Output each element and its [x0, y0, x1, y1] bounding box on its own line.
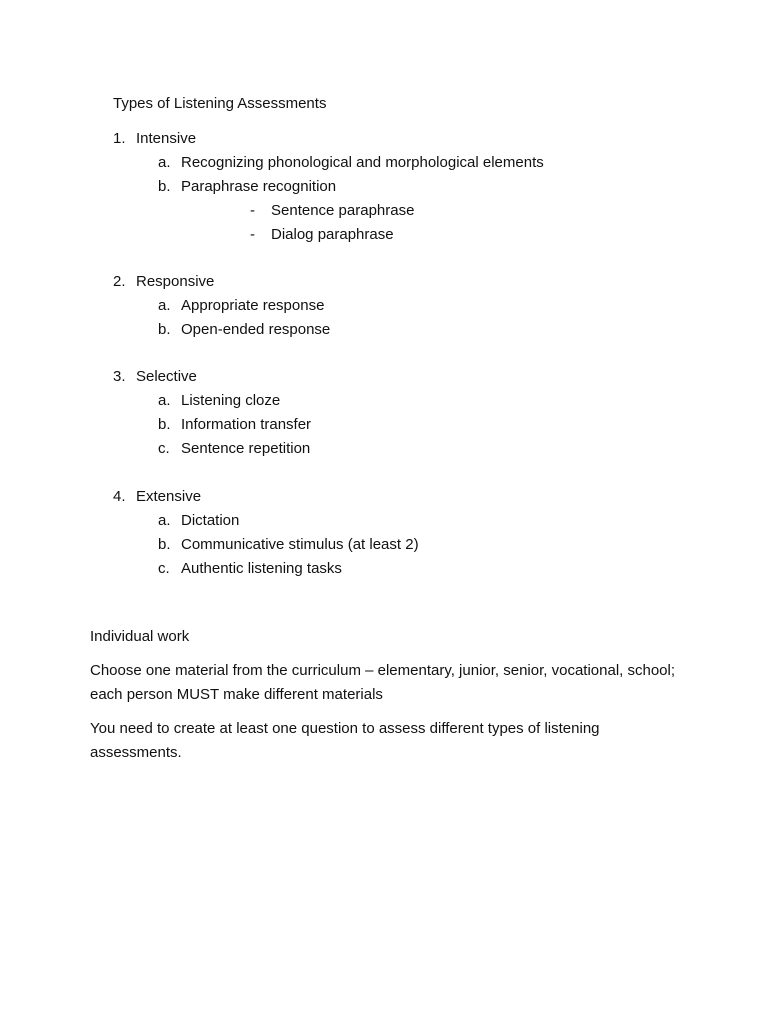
- item-marker: b.: [158, 536, 171, 553]
- item-text: Information transfer: [181, 416, 312, 433]
- item-marker: c.: [158, 440, 170, 457]
- instruction-paragraph: Choose one material from the curriculum – elementary, junior, senior, vocational, school; each person MUST make different materials: [90, 662, 676, 703]
- item-text: Dictation: [181, 512, 240, 529]
- section-number: 2.: [113, 273, 126, 290]
- section-number: 4.: [113, 488, 126, 505]
- item-marker: a.: [158, 392, 171, 409]
- section-number: 3.: [113, 368, 126, 385]
- item-text: Open-ended response: [181, 321, 331, 338]
- item-marker: b.: [158, 321, 171, 338]
- section-label: Extensive: [136, 488, 202, 505]
- subitem-text: Sentence paraphrase: [271, 202, 415, 219]
- item-text: Authentic listening tasks: [181, 560, 342, 577]
- subitem-text: Dialog paraphrase: [271, 226, 394, 243]
- instruction-paragraph: You need to create at least one question to assess different types of listening assessments.: [90, 720, 600, 761]
- item-text: Communicative stimulus (at least 2): [181, 536, 419, 553]
- section-label: Selective: [136, 368, 197, 385]
- individual-work-heading: Individual work: [90, 628, 190, 645]
- item-text: Paraphrase recognition: [181, 178, 337, 195]
- subitem-marker: -: [250, 202, 255, 219]
- item-text: Sentence repetition: [181, 440, 311, 457]
- item-text: Appropriate response: [181, 297, 325, 314]
- section-label: Responsive: [136, 273, 215, 290]
- section-number: 1.: [113, 130, 126, 147]
- item-marker: a.: [158, 512, 171, 529]
- subitem-marker: -: [250, 226, 255, 243]
- item-marker: a.: [158, 297, 171, 314]
- document-title: Types of Listening Assessments: [113, 95, 327, 112]
- item-marker: b.: [158, 416, 171, 433]
- item-marker: b.: [158, 178, 171, 195]
- item-marker: a.: [158, 154, 171, 171]
- item-marker: c.: [158, 560, 170, 577]
- item-text: Listening cloze: [181, 392, 281, 409]
- item-text: Recognizing phonological and morphological elements: [181, 154, 544, 171]
- section-label: Intensive: [136, 130, 197, 147]
